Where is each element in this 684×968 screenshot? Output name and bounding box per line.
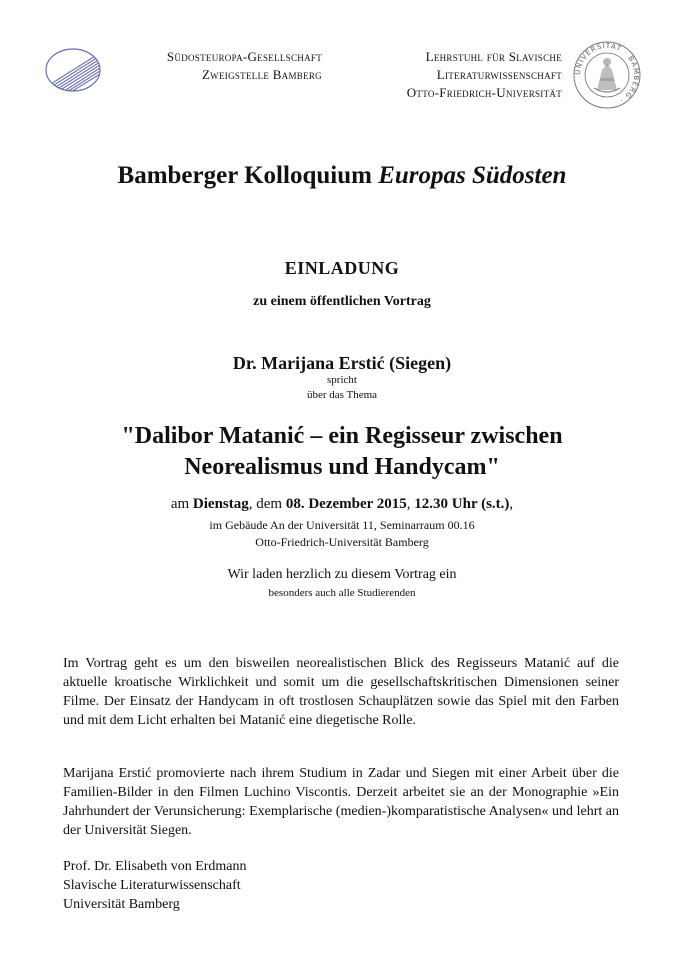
invitation-heading: EINLADUNG [284,258,400,278]
header-left-line: Südosteuropa-Gesellschaft [166,49,322,64]
university-seal [572,40,642,110]
date-end: , [509,496,514,512]
speaks-label: spricht [327,374,357,386]
welcome-line: Wir laden herzlich zu diesem Vortrag ein [227,567,457,582]
students-line: besonders auch alle Studierenden [268,587,416,599]
header-right-line: Lehrstuhl für Slavische [425,49,562,64]
header-right-line: Literaturwissenschaft [436,67,562,82]
date-am: am [170,496,193,512]
date-comma: , [406,496,415,512]
talk-title-line: Neorealismus und Handycam" [184,454,500,480]
signature-line: Slavische Literaturwissenschaft [63,878,241,893]
signature-line: Universität Bamberg [63,897,180,912]
venue-line: im Gebäude An der Universität 11, Seminarraum 00.16 [209,518,475,532]
date-day: Dienstag [192,496,249,512]
date-dem: , dem [248,496,286,512]
signature-line: Prof. Dr. Elisabeth von Erdmann [63,859,247,874]
header-right-block [344,48,562,102]
abstract-paragraph: Im Vortrag geht es um den bisweilen neorealistischen Blick des Regisseurs Matanić auf die aktuelle kroatische Wirklichkeit und somit um die gesellschaftskritischen Dimensionen seiner Filme. Der Einsatz der Handycam in oft trostlosen Schauplätzen sowie das Spiel mit den Farben und mit dem Licht erhalten bei Matanić eine diegetische Rolle. [63,656,619,728]
title-normal: Bamberger Kolloquium [117,162,379,189]
signature-block [63,857,363,914]
gesellschaft-logo [44,47,102,93]
date-line [0,496,684,513]
venue-block [0,517,684,551]
date-time: 12.30 Uhr (s.t.) [414,496,510,512]
title-italic: Europas Südosten [378,162,567,189]
bio-paragraph: Marijana Erstić promovierte nach ihrem Studium in Zadar und Siegen mit einer Arbeit über die Familien-Bilder in den Filmen Luchino Viscontis. Derzeit arbeitet sie an der Monographie »Ein Jahrhundert der Verunsicherung: Exemplarische (medien-)komparatistische Analysen« und lehrt an der Universität Siegen. [63,766,619,838]
header-left-block [112,48,322,84]
header-right-line: Otto-Friedrich-Universität [406,85,562,100]
page-title [0,162,684,190]
date-date: 08. Dezember 2015 [285,496,407,512]
invitation-subheading: zu einem öffentlichen Vortrag [253,294,431,309]
topic-intro: über das Thema [306,389,378,401]
header-left-line: Zweigstelle Bamberg [201,67,322,82]
talk-title-line: "Dalibor Matanić – ein Regisseur zwischen [121,423,563,449]
talk-title [0,421,684,483]
svg-text:UNIVERSITÄT · BAMBERG ·: UNIVERSITÄT · BAMBERG · [573,41,641,105]
speaker-name: Dr. Marijana Erstić (Siegen) [232,353,452,373]
venue-line: Otto-Friedrich-Universität Bamberg [255,535,429,549]
